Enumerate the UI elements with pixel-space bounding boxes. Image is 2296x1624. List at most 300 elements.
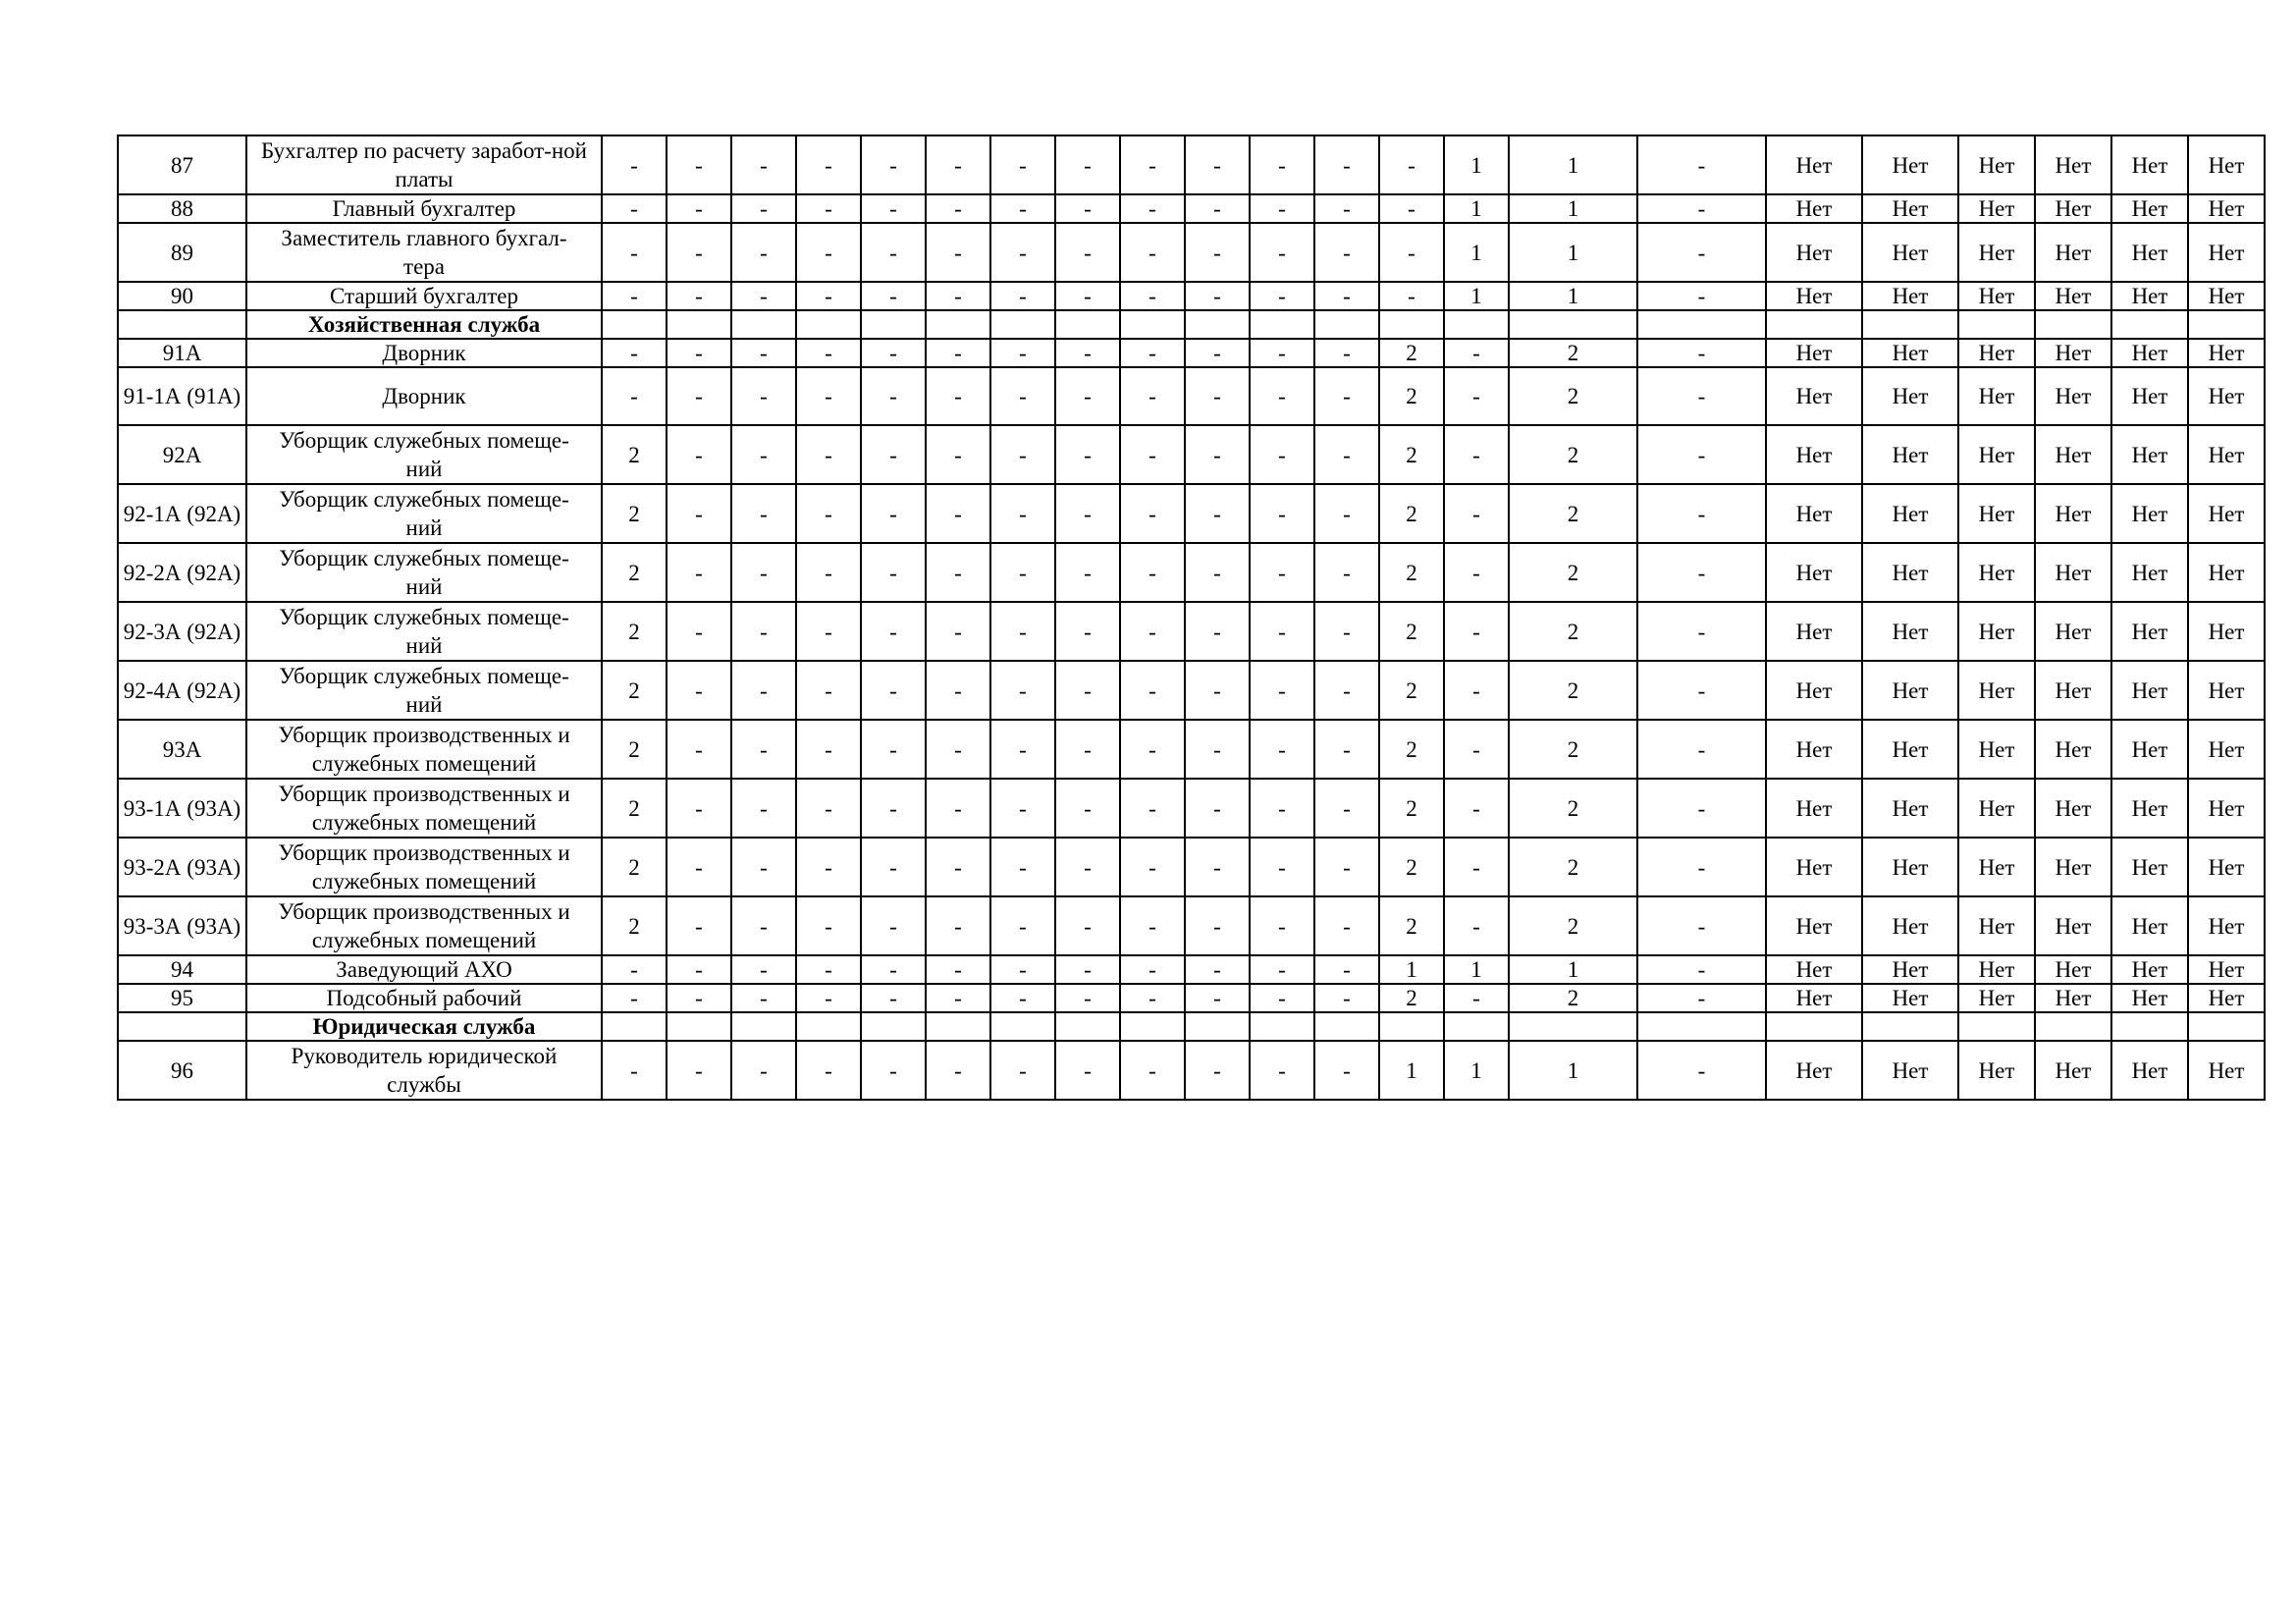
value-cell: Нет: [2188, 339, 2265, 367]
value-cell: Нет: [1958, 602, 2035, 661]
value-cell: -: [1185, 223, 1250, 282]
value-cell: Нет: [2111, 1041, 2188, 1100]
value-cell: Нет: [2188, 543, 2265, 602]
row-id-cell: 90: [118, 282, 246, 310]
value-cell: Нет: [2035, 339, 2111, 367]
value-cell: -: [796, 602, 861, 661]
value-cell: -: [731, 955, 796, 984]
table-row: [118, 194, 2296, 223]
value-cell: -: [1120, 425, 1185, 484]
value-cell: -: [667, 484, 731, 543]
value-cell: Нет: [2188, 896, 2265, 955]
value-cell: -: [1120, 661, 1185, 720]
value-cell: -: [990, 367, 1055, 425]
value-cell: -: [861, 339, 926, 367]
value-cell: -: [1250, 367, 1314, 425]
value-cell: [861, 310, 926, 339]
value-cell: -: [861, 661, 926, 720]
value-cell: 2: [1379, 484, 1444, 543]
value-cell: Нет: [2188, 135, 2265, 194]
value-cell: -: [1055, 838, 1120, 896]
value-cell: Нет: [1958, 194, 2035, 223]
value-cell: -: [1250, 543, 1314, 602]
value-cell: -: [1185, 194, 1250, 223]
value-cell: Нет: [2035, 223, 2111, 282]
value-cell: -: [1055, 425, 1120, 484]
table-row: [118, 367, 2296, 425]
value-cell: 2: [1509, 367, 1637, 425]
value-cell: -: [1250, 896, 1314, 955]
value-cell: -: [861, 720, 926, 779]
value-cell: [1120, 310, 1185, 339]
value-cell: -: [731, 223, 796, 282]
value-cell: -: [861, 135, 926, 194]
value-cell: -: [602, 955, 667, 984]
value-cell: [1637, 1012, 1766, 1041]
value-cell: 2: [602, 779, 667, 838]
value-cell: -: [602, 223, 667, 282]
value-cell: -: [926, 720, 990, 779]
value-cell: -: [667, 425, 731, 484]
value-cell: 2: [1509, 602, 1637, 661]
value-cell: Нет: [2188, 1041, 2265, 1100]
row-id-cell: 92-3А (92А): [118, 602, 246, 661]
value-cell: Нет: [2111, 543, 2188, 602]
value-cell: -: [1314, 779, 1379, 838]
value-cell: -: [926, 425, 990, 484]
value-cell: Нет: [1862, 339, 1958, 367]
value-cell: -: [1250, 779, 1314, 838]
value-cell: Нет: [1766, 838, 1862, 896]
value-cell: Нет: [1766, 543, 1862, 602]
value-cell: [990, 1012, 1055, 1041]
value-cell: [1958, 310, 2035, 339]
value-cell: -: [990, 602, 1055, 661]
value-cell: 2: [1379, 896, 1444, 955]
row-id-cell: 92А: [118, 425, 246, 484]
value-cell: 2: [1509, 339, 1637, 367]
value-cell: -: [602, 1041, 667, 1100]
value-cell: -: [861, 984, 926, 1012]
value-cell: Нет: [1766, 367, 1862, 425]
value-cell: -: [990, 779, 1055, 838]
value-cell: 1: [1509, 1041, 1637, 1100]
value-cell: Нет: [2111, 896, 2188, 955]
value-cell: [2035, 310, 2111, 339]
value-cell: [1379, 1012, 1444, 1041]
value-cell: -: [1314, 602, 1379, 661]
table-body: [118, 135, 2296, 1100]
value-cell: -: [926, 223, 990, 282]
value-cell: Нет: [1862, 194, 1958, 223]
value-cell: Нет: [1958, 838, 2035, 896]
row-id-cell: 95: [118, 984, 246, 1012]
value-cell: -: [990, 543, 1055, 602]
value-cell: 1: [1509, 223, 1637, 282]
job-title-cell: Заместитель главного бухгал-тера: [246, 223, 602, 282]
value-cell: -: [926, 661, 990, 720]
value-cell: Нет: [2035, 779, 2111, 838]
value-cell: 1: [1509, 955, 1637, 984]
value-cell: Нет: [2188, 661, 2265, 720]
value-cell: Нет: [1958, 484, 2035, 543]
value-cell: -: [667, 1041, 731, 1100]
value-cell: Нет: [2035, 282, 2111, 310]
value-cell: -: [1055, 1041, 1120, 1100]
value-cell: -: [861, 194, 926, 223]
value-cell: Нет: [2035, 194, 2111, 223]
value-cell: -: [1250, 720, 1314, 779]
value-cell: Нет: [1862, 543, 1958, 602]
value-cell: -: [1185, 602, 1250, 661]
value-cell: -: [1314, 661, 1379, 720]
value-cell: Нет: [2188, 194, 2265, 223]
value-cell: -: [1250, 223, 1314, 282]
value-cell: 2: [1379, 602, 1444, 661]
value-cell: -: [602, 282, 667, 310]
value-cell: -: [990, 896, 1055, 955]
value-cell: -: [1120, 484, 1185, 543]
value-cell: -: [602, 367, 667, 425]
value-cell: -: [1379, 223, 1444, 282]
value-cell: -: [731, 779, 796, 838]
section-title-cell: Хозяйственная служба: [246, 310, 602, 339]
table-row: [118, 661, 2296, 720]
value-cell: [2111, 310, 2188, 339]
job-title-cell: Уборщик служебных помеще-ний: [246, 602, 602, 661]
value-cell: -: [861, 838, 926, 896]
value-cell: Нет: [2035, 425, 2111, 484]
value-cell: -: [1055, 484, 1120, 543]
value-cell: Нет: [2111, 838, 2188, 896]
row-id-cell: 89: [118, 223, 246, 282]
value-cell: -: [796, 661, 861, 720]
value-cell: Нет: [1862, 779, 1958, 838]
value-cell: -: [1444, 838, 1509, 896]
job-title-cell: Уборщик служебных помеще-ний: [246, 425, 602, 484]
value-cell: -: [1637, 339, 1766, 367]
value-cell: -: [1055, 896, 1120, 955]
value-cell: -: [796, 543, 861, 602]
value-cell: Нет: [2188, 282, 2265, 310]
value-cell: -: [1120, 339, 1185, 367]
table-row: [118, 984, 2296, 1012]
value-cell: -: [1637, 838, 1766, 896]
value-cell: Нет: [1958, 425, 2035, 484]
value-cell: -: [1120, 838, 1185, 896]
value-cell: -: [1120, 135, 1185, 194]
value-cell: Нет: [1862, 838, 1958, 896]
value-cell: Нет: [1958, 223, 2035, 282]
value-cell: Нет: [1862, 135, 1958, 194]
value-cell: -: [1444, 720, 1509, 779]
value-cell: -: [1637, 135, 1766, 194]
value-cell: -: [602, 135, 667, 194]
job-title-cell: Главный бухгалтер: [246, 194, 602, 223]
value-cell: -: [861, 484, 926, 543]
value-cell: Нет: [2188, 984, 2265, 1012]
value-cell: -: [731, 194, 796, 223]
value-cell: -: [1637, 194, 1766, 223]
value-cell: Нет: [1766, 484, 1862, 543]
value-cell: 1: [1444, 194, 1509, 223]
value-cell: -: [990, 282, 1055, 310]
value-cell: -: [861, 779, 926, 838]
value-cell: -: [1055, 543, 1120, 602]
value-cell: Нет: [2111, 720, 2188, 779]
value-cell: 1: [1509, 282, 1637, 310]
value-cell: -: [1637, 984, 1766, 1012]
value-cell: -: [1120, 194, 1185, 223]
value-cell: -: [990, 339, 1055, 367]
value-cell: Нет: [1766, 602, 1862, 661]
job-title-cell: Уборщик производственных и служебных помещений: [246, 720, 602, 779]
value-cell: -: [667, 955, 731, 984]
job-title-cell: Руководитель юридической службы: [246, 1041, 602, 1100]
value-cell: Нет: [2035, 838, 2111, 896]
value-cell: Нет: [1862, 984, 1958, 1012]
row-id-cell: 96: [118, 1041, 246, 1100]
value-cell: Нет: [2035, 720, 2111, 779]
value-cell: -: [926, 838, 990, 896]
value-cell: -: [1637, 1041, 1766, 1100]
value-cell: -: [1637, 282, 1766, 310]
value-cell: -: [1637, 955, 1766, 984]
value-cell: [1766, 1012, 1862, 1041]
value-cell: -: [861, 367, 926, 425]
value-cell: -: [1314, 1041, 1379, 1100]
value-cell: -: [731, 135, 796, 194]
value-cell: -: [1250, 1041, 1314, 1100]
value-cell: -: [926, 779, 990, 838]
value-cell: -: [667, 194, 731, 223]
value-cell: -: [926, 135, 990, 194]
value-cell: 2: [1379, 339, 1444, 367]
value-cell: 2: [1509, 779, 1637, 838]
table-row: [118, 543, 2296, 602]
value-cell: -: [1120, 955, 1185, 984]
value-cell: [1055, 1012, 1120, 1041]
value-cell: Нет: [1958, 367, 2035, 425]
value-cell: [796, 310, 861, 339]
row-id-cell: 88: [118, 194, 246, 223]
value-cell: -: [926, 1041, 990, 1100]
value-cell: -: [1185, 425, 1250, 484]
job-title-cell: Бухгалтер по расчету заработ-ной платы: [246, 135, 602, 194]
value-cell: -: [731, 367, 796, 425]
table-row: [118, 425, 2296, 484]
value-cell: -: [1314, 838, 1379, 896]
value-cell: [1766, 310, 1862, 339]
value-cell: Нет: [1766, 425, 1862, 484]
value-cell: -: [926, 282, 990, 310]
value-cell: 2: [1379, 661, 1444, 720]
value-cell: -: [731, 339, 796, 367]
value-cell: -: [1379, 194, 1444, 223]
value-cell: -: [1637, 661, 1766, 720]
value-cell: -: [990, 425, 1055, 484]
value-cell: -: [1185, 339, 1250, 367]
value-cell: -: [796, 282, 861, 310]
value-cell: -: [1120, 367, 1185, 425]
value-cell: -: [1637, 720, 1766, 779]
value-cell: -: [731, 984, 796, 1012]
value-cell: -: [926, 955, 990, 984]
value-cell: 1: [1444, 135, 1509, 194]
value-cell: [796, 1012, 861, 1041]
value-cell: -: [1055, 720, 1120, 779]
value-cell: Нет: [2035, 661, 2111, 720]
value-cell: [1314, 310, 1379, 339]
value-cell: 2: [1379, 425, 1444, 484]
value-cell: -: [731, 661, 796, 720]
value-cell: -: [1250, 339, 1314, 367]
value-cell: 2: [1509, 543, 1637, 602]
value-cell: -: [1250, 984, 1314, 1012]
value-cell: -: [1120, 1041, 1185, 1100]
value-cell: -: [1120, 543, 1185, 602]
value-cell: [1185, 310, 1250, 339]
table-row: [118, 339, 2296, 367]
value-cell: 2: [602, 484, 667, 543]
value-cell: Нет: [2111, 602, 2188, 661]
value-cell: 2: [1379, 838, 1444, 896]
value-cell: [2188, 1012, 2265, 1041]
value-cell: -: [1314, 339, 1379, 367]
value-cell: Нет: [2035, 896, 2111, 955]
value-cell: -: [1637, 779, 1766, 838]
value-cell: Нет: [1862, 661, 1958, 720]
value-cell: -: [1314, 896, 1379, 955]
value-cell: -: [1055, 955, 1120, 984]
value-cell: [2035, 1012, 2111, 1041]
value-cell: -: [1185, 282, 1250, 310]
table-row: [118, 282, 2296, 310]
value-cell: Нет: [1862, 282, 1958, 310]
value-cell: 1: [1509, 194, 1637, 223]
value-cell: 1: [1444, 1041, 1509, 1100]
value-cell: Нет: [2035, 367, 2111, 425]
value-cell: -: [1185, 955, 1250, 984]
value-cell: -: [1185, 661, 1250, 720]
value-cell: -: [1637, 223, 1766, 282]
value-cell: [1185, 1012, 1250, 1041]
value-cell: [1637, 310, 1766, 339]
value-cell: 1: [1379, 955, 1444, 984]
value-cell: [731, 310, 796, 339]
value-cell: Нет: [2111, 282, 2188, 310]
value-cell: Нет: [1958, 779, 2035, 838]
row-id-cell: 92-1А (92А): [118, 484, 246, 543]
value-cell: -: [667, 720, 731, 779]
value-cell: -: [796, 367, 861, 425]
row-id-cell: 87: [118, 135, 246, 194]
value-cell: Нет: [1958, 543, 2035, 602]
value-cell: Нет: [1958, 720, 2035, 779]
value-cell: -: [1185, 838, 1250, 896]
value-cell: Нет: [1862, 720, 1958, 779]
value-cell: Нет: [2035, 602, 2111, 661]
value-cell: [2111, 1012, 2188, 1041]
value-cell: Нет: [1766, 720, 1862, 779]
value-cell: -: [990, 1041, 1055, 1100]
value-cell: -: [796, 339, 861, 367]
row-id-cell: 92-4А (92А): [118, 661, 246, 720]
value-cell: Нет: [2111, 425, 2188, 484]
value-cell: -: [926, 984, 990, 1012]
value-cell: Нет: [1766, 282, 1862, 310]
value-cell: -: [990, 194, 1055, 223]
value-cell: -: [796, 425, 861, 484]
value-cell: -: [1250, 955, 1314, 984]
value-cell: -: [667, 135, 731, 194]
value-cell: Нет: [1862, 484, 1958, 543]
value-cell: -: [731, 602, 796, 661]
value-cell: Нет: [1958, 896, 2035, 955]
value-cell: -: [990, 838, 1055, 896]
value-cell: -: [926, 484, 990, 543]
job-title-cell: Дворник: [246, 367, 602, 425]
value-cell: Нет: [1766, 223, 1862, 282]
value-cell: -: [1250, 661, 1314, 720]
value-cell: -: [861, 425, 926, 484]
value-cell: -: [1444, 543, 1509, 602]
value-cell: [926, 1012, 990, 1041]
value-cell: [1250, 1012, 1314, 1041]
value-cell: 2: [1509, 984, 1637, 1012]
value-cell: -: [926, 367, 990, 425]
job-title-cell: Заведующий АХО: [246, 955, 602, 984]
value-cell: Нет: [2188, 425, 2265, 484]
value-cell: Нет: [2111, 779, 2188, 838]
value-cell: 2: [602, 602, 667, 661]
value-cell: -: [1185, 896, 1250, 955]
value-cell: -: [1250, 602, 1314, 661]
job-title-cell: Дворник: [246, 339, 602, 367]
value-cell: -: [1379, 282, 1444, 310]
value-cell: 2: [602, 661, 667, 720]
value-cell: Нет: [2111, 955, 2188, 984]
value-cell: -: [1314, 135, 1379, 194]
value-cell: -: [861, 543, 926, 602]
value-cell: -: [1637, 425, 1766, 484]
value-cell: Нет: [2035, 543, 2111, 602]
value-cell: Нет: [1766, 896, 1862, 955]
value-cell: Нет: [2035, 984, 2111, 1012]
value-cell: -: [796, 484, 861, 543]
value-cell: -: [1185, 1041, 1250, 1100]
value-cell: -: [1637, 484, 1766, 543]
value-cell: -: [731, 1041, 796, 1100]
value-cell: -: [1185, 984, 1250, 1012]
value-cell: -: [667, 896, 731, 955]
value-cell: -: [1120, 282, 1185, 310]
value-cell: -: [1444, 896, 1509, 955]
value-cell: [667, 1012, 731, 1041]
value-cell: -: [1637, 602, 1766, 661]
job-title-cell: Подсобный рабочий: [246, 984, 602, 1012]
value-cell: [1509, 1012, 1637, 1041]
value-cell: -: [1314, 955, 1379, 984]
value-cell: -: [667, 282, 731, 310]
value-cell: -: [990, 984, 1055, 1012]
value-cell: Нет: [1958, 955, 2035, 984]
value-cell: Нет: [1958, 661, 2035, 720]
value-cell: [1314, 1012, 1379, 1041]
table-row: [118, 838, 2296, 896]
value-cell: [1509, 310, 1637, 339]
value-cell: -: [1444, 484, 1509, 543]
